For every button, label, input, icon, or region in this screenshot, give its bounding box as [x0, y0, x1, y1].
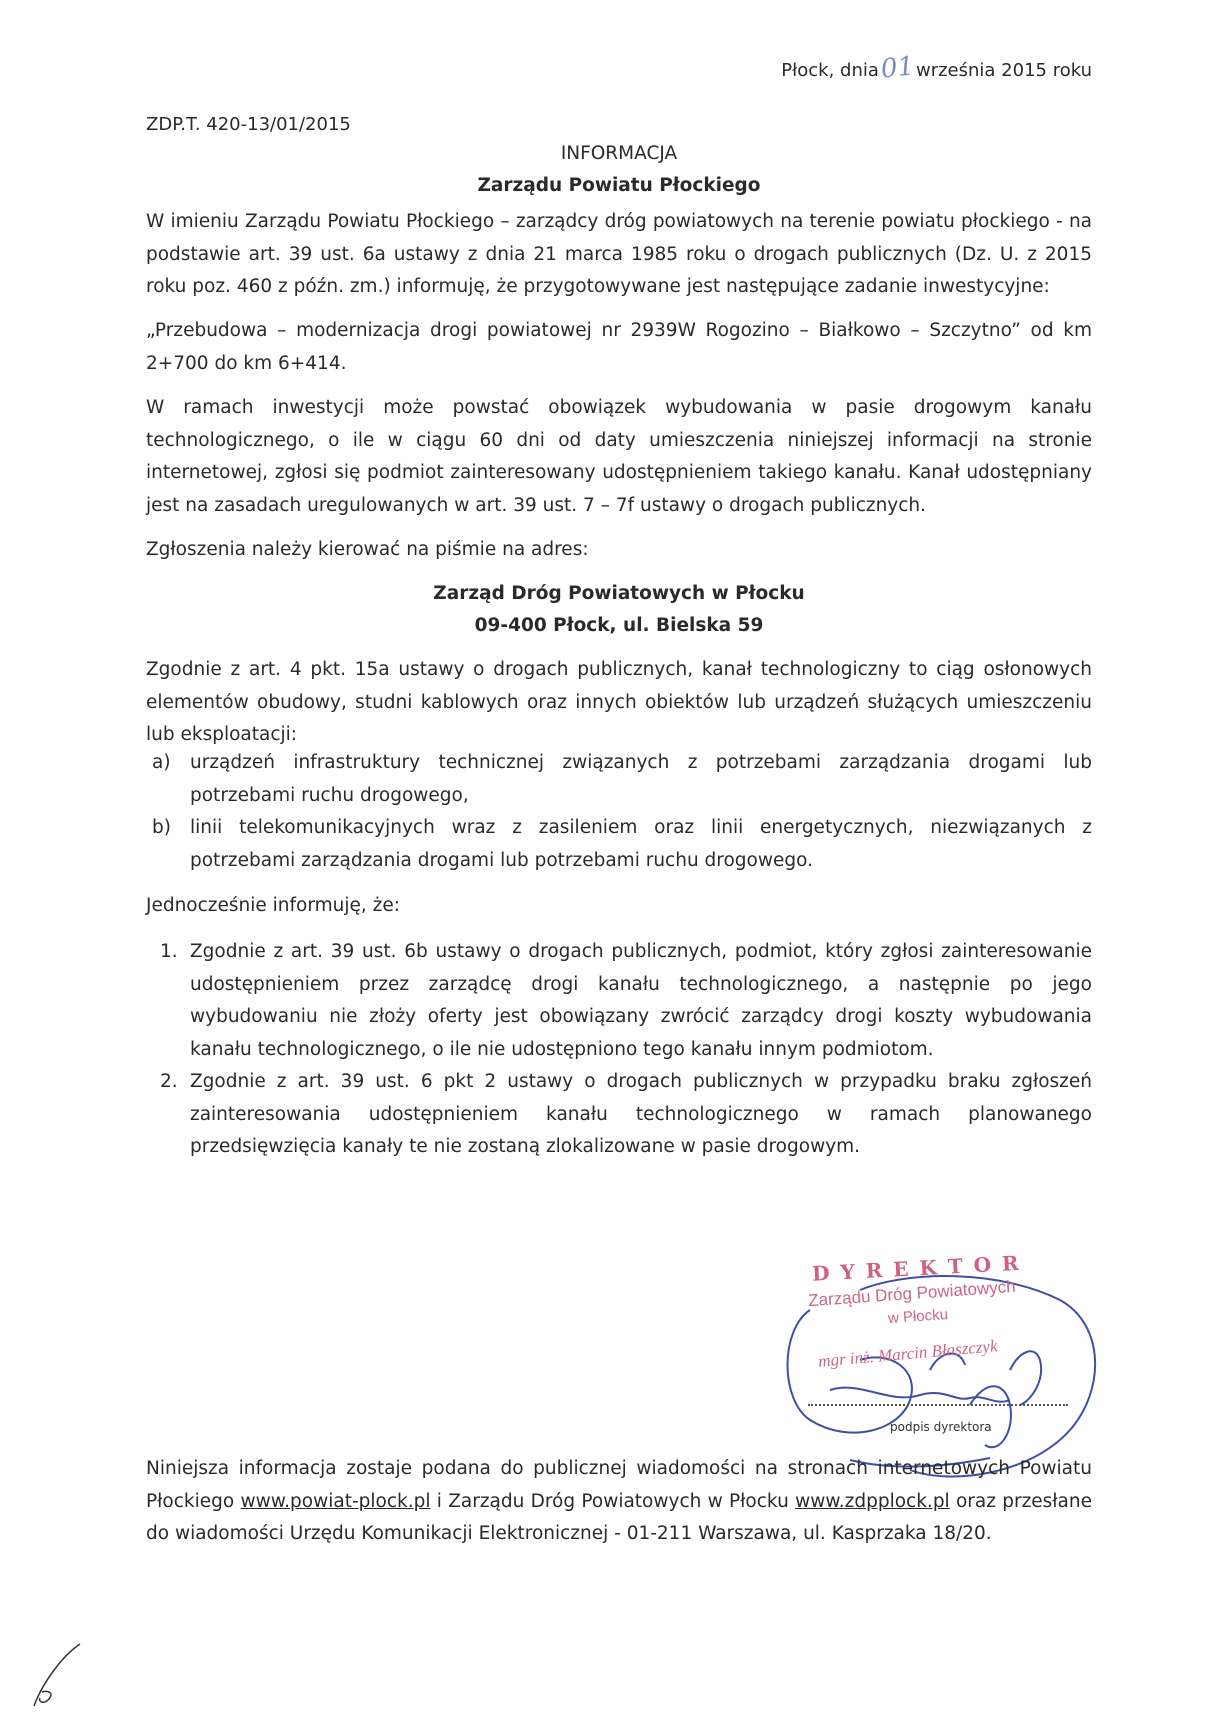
submissions-paragraph: Zgłoszenia należy kierować na piśmie na adres:: [146, 539, 589, 560]
list-marker: b): [152, 817, 171, 838]
numbered-list: [146, 936, 1092, 1164]
reference-number: ZDP.T. 420-13/01/2015: [146, 114, 351, 135]
list-item: [146, 1066, 1092, 1164]
lettered-list: [146, 747, 1092, 877]
stamp-title: DYREKTOR: [811, 1250, 1031, 1286]
stamp-city: w Płocku: [887, 1305, 949, 1328]
address-line-1: Zarząd Dróg Powiatowych w Płocku: [433, 583, 805, 604]
signature-line: [808, 1404, 1068, 1406]
task-paragraph: „Przebudowa – modernizacja drogi powiatowej nr 2939W Rogozino – Białkowo – Szczytno” od km 2+700 do km 6+414.: [146, 320, 1092, 374]
document-title: INFORMACJA: [560, 143, 678, 164]
definition-paragraph: Zgodnie z art. 4 pkt. 15a ustawy o drogach publicznych, kanał technologiczny to ciąg osłonowych elementów obudowy, studni kablowych oraz innych obiektów lub urządzeń służących umieszczeniu lub eksploatacji:: [146, 659, 1092, 745]
notice-paragraph: Jednocześnie informuję, że:: [146, 895, 400, 916]
date-suffix: września 2015 roku: [915, 60, 1092, 81]
date-prefix: Płock, dnia: [781, 60, 879, 81]
footer-text: oraz przesłane do wiadomości Urzędu Komunikacji Elektronicznej - 01-211 Warszawa, ul. Kasprzaka 18/20.: [146, 1490, 1092, 1544]
list-item: [146, 812, 1092, 877]
address-line-2: 09-400 Płock, ul. Bielska 59: [474, 615, 764, 636]
margin-scribble: [28, 1640, 88, 1710]
footer-text: Niniejsza informacja zostaje podana do publicznej wiadomości na stronach internetowych Powiatu Płockiego: [146, 1458, 1092, 1512]
powiat-website-link[interactable]: www.powiat-plock.pl: [240, 1490, 431, 1512]
list-item-text: Zgodnie z art. 39 ust. 6b ustawy o drogach publicznych, podmiot, który zgłosi zainteresowanie udostępnieniem przez zarządcę drogi kanału technologicznego, a następnie po jego wybudowaniu nie złoży oferty jest obowiązany zwrócić zarządcy drogi koszty wybudowania kanału technologicznego, o ile nie udostępniono tego kanału innym podmiotom.: [190, 941, 1092, 1060]
list-item: [146, 747, 1092, 812]
signature-caption: podpis dyrektora: [890, 1420, 992, 1434]
intro-paragraph: W imieniu Zarządu Powiatu Płockiego – zarządcy dróg powiatowych na terenie powiatu płockiego - na podstawie art. 39 ust. 6a ustawy z dnia 21 marca 1985 roku o drogach publicznych (Dz. U. z 2015 roku poz. 460 z późn. zm.) informuję, że przygotowywane jest następujące zadanie inwestycyjne:: [146, 211, 1092, 297]
stamp-name: mgr inż. Marcin Błaszczyk: [817, 1336, 999, 1371]
list-marker: 2.: [160, 1071, 178, 1092]
stamp-organization: Zarządu Dróg Powiatowych: [807, 1276, 1017, 1311]
date-line: [781, 51, 1092, 85]
footer-paragraph: [146, 1453, 1092, 1551]
list-marker: a): [152, 752, 171, 773]
list-marker: 1.: [160, 941, 178, 962]
document-subtitle: Zarządu Powiatu Płockiego: [477, 175, 761, 196]
list-item-text: urządzeń infrastruktury technicznej związanych z potrzebami zarządzania drogami lub potrzebami ruchu drogowego,: [190, 752, 1092, 806]
handwritten-date-day: 01: [879, 51, 916, 85]
list-item-text: linii telekomunikacyjnych wraz z zasileniem oraz linii energetycznych, niezwiązanych z potrzebami zarządzania drogami lub potrzebami ruchu drogowego.: [190, 817, 1092, 871]
investment-paragraph: W ramach inwestycji może powstać obowiązek wybudowania w pasie drogowym kanału technologicznego, o ile w ciągu 60 dni od daty umieszczenia niniejszej informacji na stronie internetowej, zgłosi się podmiot zainteresowany udostępnieniem takiego kanału. Kanał udostępniany jest na zasadach uregulowanych w art. 39 ust. 7 – 7f ustawy o drogach publicznych.: [146, 397, 1092, 516]
list-item: [146, 936, 1092, 1066]
list-item-text: Zgodnie z art. 39 ust. 6 pkt 2 ustawy o drogach publicznych w przypadku braku zgłoszeń zainteresowania udostępnieniem kanału technologicznego w ramach planowanego przedsięwzięcia kanały te nie zostaną zlokalizowane w pasie drogowym.: [190, 1071, 1092, 1157]
zdp-website-link[interactable]: www.zdpplock.pl: [795, 1490, 950, 1512]
footer-text: i Zarządu Dróg Powiatowych w Płocku: [430, 1490, 796, 1512]
